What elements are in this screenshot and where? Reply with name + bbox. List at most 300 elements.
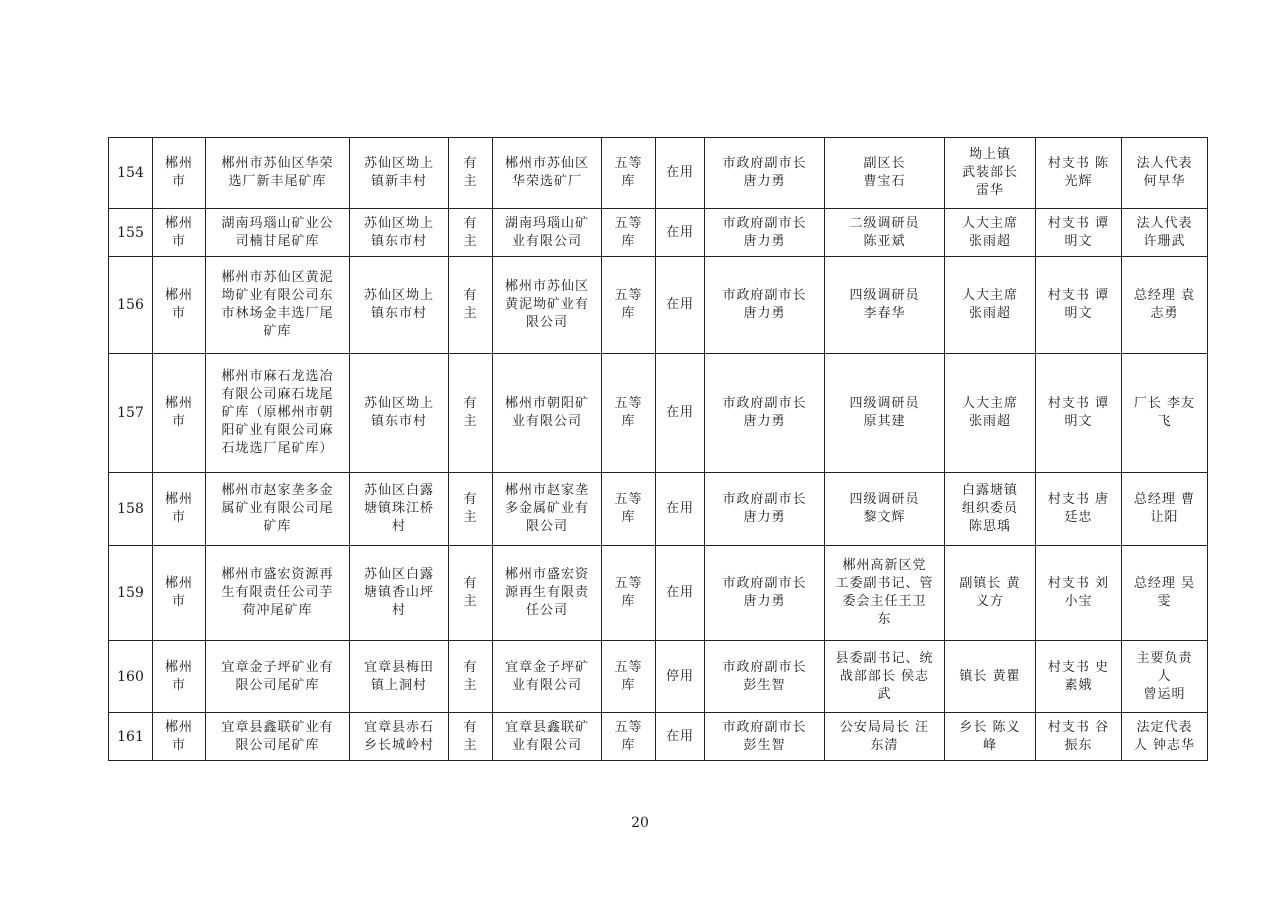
cell-dept	[825, 713, 945, 761]
cell-line: 志勇	[1150, 306, 1179, 321]
table-row	[109, 713, 1208, 761]
cell-line: 主要负责	[1136, 650, 1193, 666]
cell-line: 人大主席	[961, 215, 1018, 231]
cell-dept	[825, 473, 945, 546]
cell-dept	[825, 546, 945, 641]
cell-line: 任公司	[525, 603, 568, 618]
cell-location	[350, 138, 449, 209]
cell-city	[153, 138, 206, 209]
cell-line: 素娥	[1064, 677, 1093, 693]
cell-city	[153, 257, 206, 354]
cell-line: 战部部长 侯志	[839, 668, 930, 684]
cell-gov	[705, 546, 825, 641]
cell-line: 镇东市村	[370, 414, 427, 429]
cell-line: 彭生智	[743, 737, 786, 753]
cell-line: 市政府副市长	[722, 215, 807, 231]
table-row	[109, 546, 1208, 641]
cell-line: 组织委员	[961, 501, 1018, 516]
cell-dept	[825, 354, 945, 473]
cell-line: 镇东市村	[370, 306, 427, 321]
cell-line: 司楠甘尾矿库	[235, 233, 320, 249]
cell-line: 武装部长	[961, 165, 1018, 180]
cell-village	[1036, 138, 1122, 209]
cell-grade	[602, 257, 656, 354]
cell-line: 陈思瑀	[968, 519, 1011, 534]
cell-line: 雷华	[975, 183, 1004, 198]
cell-enterprise	[1122, 546, 1208, 641]
cell-line: 有	[463, 719, 478, 735]
cell-line: 郴州市赵家垄多金	[221, 483, 334, 498]
cell-name	[206, 138, 350, 209]
cell-line: 有	[463, 659, 478, 675]
cell-gov	[705, 641, 825, 713]
cell-company	[493, 257, 602, 354]
cell-line: 村支书 陈	[1047, 156, 1110, 171]
cell-grade	[602, 138, 656, 209]
cell-line: 主	[463, 737, 478, 753]
cell-line: 村支书 谭	[1047, 396, 1110, 411]
cell-line: 唐力勇	[743, 510, 786, 525]
table-row	[109, 138, 1208, 209]
table-row	[109, 473, 1208, 546]
cell-line: 法人代表	[1136, 156, 1193, 171]
cell-line: 市政府副市长	[722, 288, 807, 303]
cell-line: 黎文辉	[863, 510, 906, 525]
cell-city	[153, 354, 206, 473]
cell-location	[350, 354, 449, 473]
cell-line: 曹宝石	[863, 174, 906, 189]
cell-line: 石垅选厂尾矿库）	[221, 441, 334, 456]
cell-city	[153, 713, 206, 761]
cell-line: 让阳	[1150, 510, 1179, 525]
cell-owner	[449, 209, 493, 257]
cell-line: 郴州	[164, 719, 193, 735]
cell-company	[493, 473, 602, 546]
table-body	[109, 138, 1208, 761]
cell-line: 委会主任王卫	[842, 594, 927, 609]
cell-line: 主	[463, 233, 478, 249]
cell-enterprise	[1122, 354, 1208, 473]
cell-line: 郴州	[164, 288, 193, 303]
cell-line: 人	[1157, 668, 1172, 684]
cell-line: 唐力勇	[743, 174, 786, 189]
cell-city	[153, 473, 206, 546]
cell-line: 乡长城岭村	[363, 737, 434, 753]
cell-enterprise	[1122, 209, 1208, 257]
cell-line: 村支书 刘	[1047, 576, 1110, 591]
cell-village	[1036, 641, 1122, 713]
cell-line: 总经理 吴	[1133, 576, 1196, 591]
cell-town	[945, 138, 1036, 209]
cell-status: 在用	[656, 354, 705, 473]
cell-town	[945, 641, 1036, 713]
cell-line: 市政府副市长	[722, 396, 807, 411]
cell-line: 四级调研员	[849, 492, 920, 507]
cell-company	[493, 641, 602, 713]
cell-status: 在用	[656, 546, 705, 641]
cell-line: 业有限公司	[511, 737, 582, 753]
cell-grade	[602, 354, 656, 473]
cell-line: 选厂新丰尾矿库	[228, 174, 327, 189]
cell-line: 二级调研员	[849, 215, 920, 231]
cell-line: 矿库	[263, 519, 292, 534]
cell-line: 总经理 袁	[1133, 288, 1196, 303]
cell-line: 村	[391, 519, 406, 534]
tailings-responsibility-table	[108, 137, 1208, 761]
cell-line: 有	[463, 396, 478, 411]
cell-line: 限公司	[525, 315, 568, 330]
cell-line: 限公司尾矿库	[235, 677, 320, 693]
cell-line: 法定代表	[1136, 719, 1193, 735]
cell-location	[350, 641, 449, 713]
table-row	[109, 354, 1208, 473]
cell-status: 在用	[656, 473, 705, 546]
cell-owner	[449, 713, 493, 761]
cell-line: 明文	[1064, 233, 1093, 249]
cell-line: 镇新丰村	[370, 174, 427, 189]
table-row	[109, 641, 1208, 713]
cell-no: 155	[109, 209, 153, 257]
cell-line: 廷忠	[1064, 510, 1093, 525]
cell-enterprise	[1122, 641, 1208, 713]
cell-gov	[705, 713, 825, 761]
cell-line: 东清	[870, 737, 899, 753]
cell-status: 在用	[656, 257, 705, 354]
cell-line: 郴州	[164, 396, 193, 411]
cell-line: 矿库	[263, 324, 292, 339]
cell-line: 库	[621, 174, 636, 189]
cell-line: 村支书 谷	[1047, 719, 1110, 735]
cell-owner	[449, 257, 493, 354]
cell-line: 库	[621, 306, 636, 321]
cell-line: 宜章县梅田	[363, 659, 434, 675]
table-row	[109, 209, 1208, 257]
cell-company	[493, 138, 602, 209]
cell-line: 郴州市赵家垄	[504, 483, 589, 498]
cell-line: 五等	[614, 396, 643, 411]
cell-line: 苏仙区坳上	[363, 288, 434, 303]
cell-name	[206, 257, 350, 354]
cell-line: 有	[463, 288, 478, 303]
cell-owner	[449, 354, 493, 473]
cell-line: 有限公司麻石垅尾	[221, 387, 334, 402]
cell-line: 唐力勇	[743, 414, 786, 429]
cell-line: 市	[171, 414, 186, 429]
cell-line: 坳矿业有限公司东	[221, 288, 334, 303]
cell-line: 市	[171, 174, 186, 189]
cell-line: 多金属矿业有	[504, 501, 589, 516]
cell-grade	[602, 713, 656, 761]
cell-gov	[705, 473, 825, 546]
cell-line: 限公司	[525, 519, 568, 534]
cell-village	[1036, 473, 1122, 546]
cell-line: 市	[171, 306, 186, 321]
cell-line: 李春华	[863, 306, 906, 321]
cell-town	[945, 546, 1036, 641]
cell-line: 雯	[1157, 594, 1172, 609]
cell-line: 张雨超	[968, 233, 1011, 249]
cell-line: 宜章县赤石	[363, 719, 434, 735]
cell-village	[1036, 209, 1122, 257]
cell-name	[206, 546, 350, 641]
cell-line: 彭生智	[743, 677, 786, 693]
cell-line: 宜章县鑫联矿	[504, 719, 589, 735]
cell-line: 五等	[614, 659, 643, 675]
cell-line: 飞	[1157, 414, 1172, 429]
cell-line: 塘镇香山坪	[363, 585, 434, 600]
cell-line: 五等	[614, 492, 643, 507]
cell-location	[350, 546, 449, 641]
cell-no: 156	[109, 257, 153, 354]
cell-line: 郴州市苏仙区	[504, 156, 589, 171]
cell-line: 源再生有限责	[504, 585, 589, 600]
cell-line: 市政府副市长	[722, 492, 807, 507]
cell-line: 主	[463, 174, 478, 189]
cell-owner	[449, 473, 493, 546]
cell-dept	[825, 641, 945, 713]
cell-line: 五等	[614, 576, 643, 591]
cell-line: 副区长	[863, 156, 906, 171]
cell-dept	[825, 138, 945, 209]
cell-line: 四级调研员	[849, 288, 920, 303]
cell-no: 160	[109, 641, 153, 713]
cell-line: 市	[171, 233, 186, 249]
cell-name	[206, 713, 350, 761]
cell-line: 主	[463, 414, 478, 429]
cell-line: 许珊武	[1143, 233, 1186, 249]
cell-line: 明文	[1064, 414, 1093, 429]
cell-line: 副镇长 黄	[959, 576, 1021, 591]
cell-line: 库	[621, 737, 636, 753]
cell-owner	[449, 546, 493, 641]
cell-line: 业有限公司	[511, 677, 582, 693]
cell-line: 主	[463, 306, 478, 321]
cell-line: 黄泥坳矿业有	[504, 297, 589, 312]
cell-line: 郴州市苏仙区黄泥	[221, 270, 334, 285]
cell-line: 市政府副市长	[722, 156, 807, 171]
cell-line: 镇长 黄瞿	[959, 668, 1021, 684]
cell-gov	[705, 257, 825, 354]
cell-line: 乡长 陈义	[959, 719, 1021, 735]
cell-line: 唐力勇	[743, 306, 786, 321]
cell-line: 郴州	[164, 492, 193, 507]
cell-name	[206, 641, 350, 713]
cell-city	[153, 641, 206, 713]
cell-line: 五等	[614, 288, 643, 303]
cell-line: 坳上镇	[968, 147, 1011, 162]
cell-line: 市	[171, 737, 186, 753]
cell-line: 郴州市盛宏资源再	[221, 567, 334, 582]
cell-no: 158	[109, 473, 153, 546]
cell-line: 县委副书记、统	[835, 650, 934, 666]
cell-line: 人大主席	[961, 288, 1018, 303]
cell-village	[1036, 713, 1122, 761]
cell-line: 陈亚斌	[863, 233, 906, 249]
cell-town	[945, 473, 1036, 546]
cell-dept	[825, 209, 945, 257]
cell-location	[350, 473, 449, 546]
cell-line: 小宝	[1064, 594, 1093, 609]
cell-line: 总经理 曹	[1133, 492, 1196, 507]
cell-line: 宜章金子坪矿业有	[221, 659, 334, 675]
cell-line: 振东	[1064, 737, 1093, 753]
cell-line: 市	[171, 594, 186, 609]
cell-company	[493, 209, 602, 257]
cell-line: 有	[463, 215, 478, 231]
cell-line: 市林场金丰选厂尾	[221, 306, 334, 321]
cell-line: 郴州市苏仙区	[504, 279, 589, 294]
cell-line: 库	[621, 677, 636, 693]
cell-city	[153, 209, 206, 257]
cell-enterprise	[1122, 138, 1208, 209]
cell-line: 主	[463, 677, 478, 693]
cell-line: 苏仙区白露	[363, 483, 434, 498]
cell-line: 何早华	[1143, 174, 1186, 189]
cell-grade	[602, 546, 656, 641]
cell-line: 业有限公司	[511, 414, 582, 429]
cell-enterprise	[1122, 257, 1208, 354]
cell-line: 白露塘镇	[961, 483, 1018, 498]
cell-line: 市	[171, 510, 186, 525]
cell-gov	[705, 138, 825, 209]
cell-gov	[705, 354, 825, 473]
cell-enterprise	[1122, 713, 1208, 761]
cell-line: 塘镇珠江桥	[363, 501, 434, 516]
cell-line: 峰	[982, 737, 997, 753]
cell-gov	[705, 209, 825, 257]
cell-line: 工委副书记、管	[835, 576, 934, 591]
cell-status: 在用	[656, 138, 705, 209]
cell-line: 村	[391, 603, 406, 618]
cell-line: 张雨超	[968, 306, 1011, 321]
cell-line: 苏仙区坳上	[363, 396, 434, 411]
cell-location	[350, 209, 449, 257]
cell-line: 限公司尾矿库	[235, 737, 320, 753]
cell-line: 有	[463, 492, 478, 507]
cell-line: 村支书 谭	[1047, 215, 1110, 231]
cell-line: 五等	[614, 215, 643, 231]
cell-status: 在用	[656, 713, 705, 761]
cell-line: 东	[877, 612, 892, 627]
cell-line: 郴州	[164, 576, 193, 591]
cell-status: 停用	[656, 641, 705, 713]
cell-line: 武	[877, 686, 892, 702]
cell-line: 库	[621, 510, 636, 525]
cell-location	[350, 257, 449, 354]
cell-line: 五等	[614, 156, 643, 171]
cell-line: 法人代表	[1136, 215, 1193, 231]
cell-grade	[602, 473, 656, 546]
cell-company	[493, 713, 602, 761]
cell-line: 属矿业有限公司尾	[221, 501, 334, 516]
cell-enterprise	[1122, 473, 1208, 546]
cell-line: 光辉	[1064, 174, 1093, 189]
cell-owner	[449, 138, 493, 209]
cell-line: 义方	[975, 594, 1004, 609]
cell-status: 在用	[656, 209, 705, 257]
cell-no: 157	[109, 354, 153, 473]
cell-line: 湖南玛瑙山矿	[504, 215, 589, 231]
cell-line: 宜章县鑫联矿业有	[221, 719, 334, 735]
cell-name	[206, 209, 350, 257]
cell-line: 主	[463, 510, 478, 525]
cell-town	[945, 713, 1036, 761]
cell-line: 郴州	[164, 156, 193, 171]
page-number: 20	[631, 815, 649, 831]
cell-owner	[449, 641, 493, 713]
cell-line: 唐力勇	[743, 594, 786, 609]
cell-no: 159	[109, 546, 153, 641]
cell-village	[1036, 546, 1122, 641]
cell-line: 五等	[614, 719, 643, 735]
cell-line: 原其建	[863, 414, 906, 429]
cell-line: 市政府副市长	[722, 576, 807, 591]
cell-line: 阳矿业有限公司麻	[221, 423, 334, 438]
cell-line: 生有限责任公司芋	[221, 585, 334, 600]
cell-line: 唐力勇	[743, 233, 786, 249]
cell-line: 苏仙区坳上	[363, 156, 434, 171]
cell-dept	[825, 257, 945, 354]
cell-line: 郴州市苏仙区华荣	[221, 156, 334, 171]
cell-line: 郴州市朝阳矿	[504, 396, 589, 411]
cell-line: 市政府副市长	[722, 719, 807, 735]
cell-line: 村支书 谭	[1047, 288, 1110, 303]
cell-town	[945, 257, 1036, 354]
cell-line: 苏仙区白露	[363, 567, 434, 582]
cell-line: 华荣选矿厂	[511, 174, 582, 189]
cell-line: 苏仙区坳上	[363, 215, 434, 231]
cell-line: 有	[463, 156, 478, 171]
cell-line: 村支书 史	[1047, 659, 1110, 675]
cell-grade	[602, 641, 656, 713]
cell-grade	[602, 209, 656, 257]
cell-line: 镇东市村	[370, 233, 427, 249]
cell-line: 库	[621, 594, 636, 609]
cell-line: 人 钟志华	[1133, 737, 1196, 753]
cell-town	[945, 209, 1036, 257]
cell-line: 厂长 李友	[1133, 396, 1196, 411]
cell-no: 154	[109, 138, 153, 209]
cell-line: 郴州	[164, 215, 193, 231]
cell-line: 张雨超	[968, 414, 1011, 429]
cell-name	[206, 354, 350, 473]
cell-town	[945, 354, 1036, 473]
cell-line: 人大主席	[961, 396, 1018, 411]
cell-city	[153, 546, 206, 641]
cell-line: 村支书 唐	[1047, 492, 1110, 507]
cell-line: 荷冲尾矿库	[242, 603, 313, 618]
cell-line: 湖南玛瑙山矿业公	[221, 215, 334, 231]
cell-line: 业有限公司	[511, 233, 582, 249]
cell-line: 明文	[1064, 306, 1093, 321]
cell-line: 矿库（原郴州市朝	[221, 405, 334, 420]
cell-company	[493, 546, 602, 641]
cell-line: 镇上洞村	[370, 677, 427, 693]
cell-line: 市政府副市长	[722, 659, 807, 675]
cell-line: 主	[463, 594, 478, 609]
cell-line: 公安局局长 汪	[839, 719, 930, 735]
cell-line: 郴州市麻石龙选冶	[221, 369, 334, 384]
cell-no: 161	[109, 713, 153, 761]
table-row	[109, 257, 1208, 354]
cell-line: 有	[463, 576, 478, 591]
cell-line: 郴州市盛宏资	[504, 567, 589, 582]
cell-line: 库	[621, 414, 636, 429]
cell-line: 四级调研员	[849, 396, 920, 411]
cell-line: 宜章金子坪矿	[504, 659, 589, 675]
cell-line: 郴州高新区党	[842, 558, 927, 573]
cell-village	[1036, 354, 1122, 473]
